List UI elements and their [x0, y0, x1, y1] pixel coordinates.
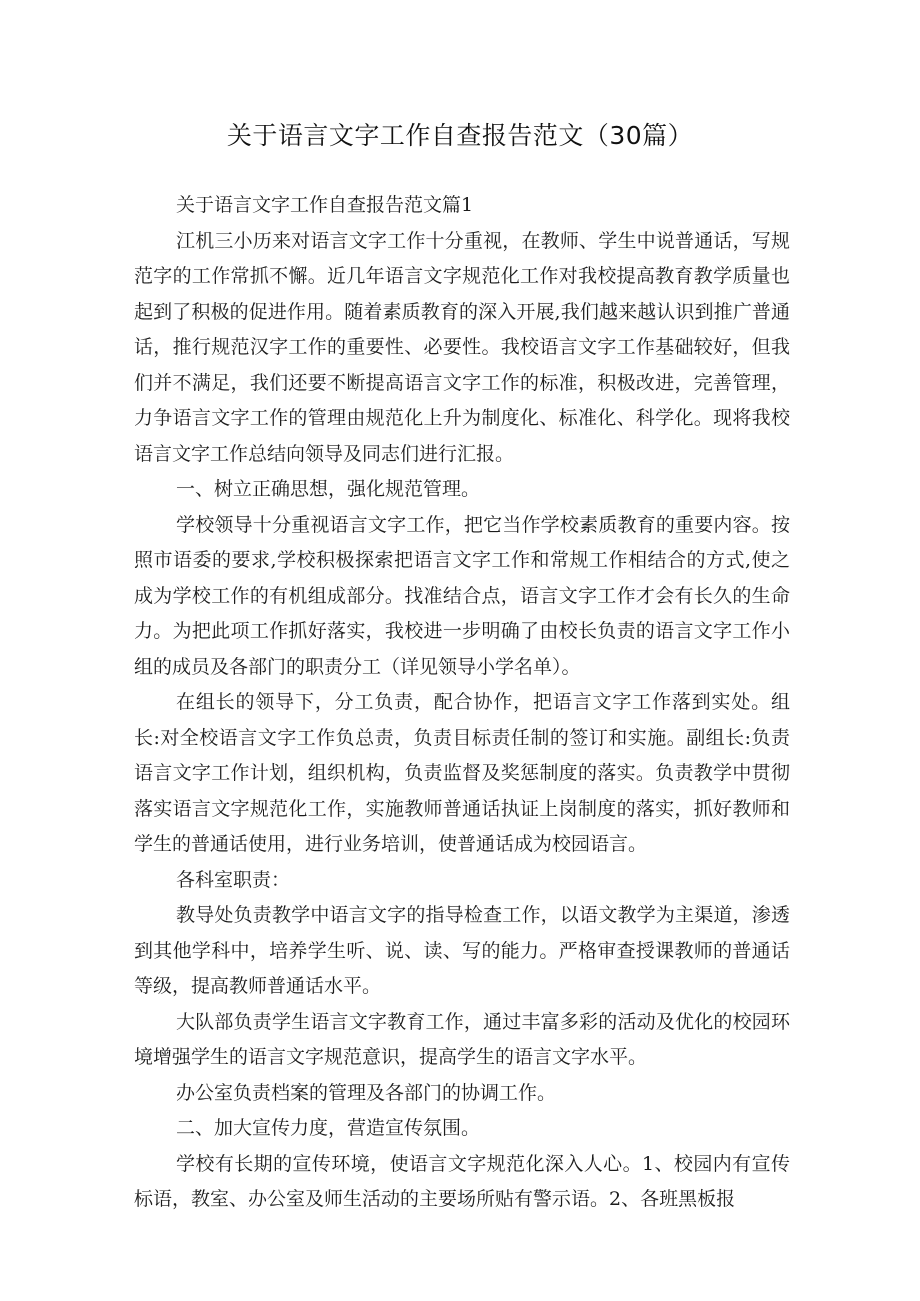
section-heading: 一、树立正确思想，强化规范管理。: [176, 478, 481, 500]
section-heading: 办公室负责档案的管理及各部门的协调工作。: [176, 1081, 557, 1104]
section-heading: 关于语言文字工作自查报告范文篇1: [176, 194, 474, 216]
paragraph: 学校有长期的宣传环境，使语言文字规范化深入人心。1、校园内有宣传标语，教室、办公室及师生活动的主要场所贴有警示语。2、各班黑板报: [134, 1152, 790, 1210]
paragraph: 在组长的领导下，分工负责，配合协作，把语言文字工作落到实处。组长:对全校语言文字工作负总责，负责目标责任制的签订和实施。副组长:负责语言文字工作计划，组织机构，负责监督及奖惩制度的落实。负责教学中贯彻落实语言文字规范化工作，实施教师普通话执证上岗制度的落实，抓好教师和学生的普通话使用，进行业务培训，使普通话成为校园语言。: [134, 691, 790, 855]
document-body: [134, 188, 790, 1218]
section-heading: 各科室职责：: [176, 868, 291, 891]
paragraph: 学校领导十分重视语言文字工作，把它当作学校素质教育的重要内容。按照市语委的要求,学校积极探索把语言文字工作和常规工作相结合的方式,使之成为学校工作的有机组成部分。找准结合点，语言文字工作才会有长久的生命力。为把此项工作抓好落实，我校进一步明确了由校长负责的语言文字工作小组的成员及各部门的职责分工（详见领导小学名单）。: [134, 513, 790, 678]
paragraph: 江机三小历来对语言文字工作十分重视，在教师、学生中说普通话，写规范字的工作常抓不懈。近几年语言文字规范化工作对我校提高教育教学质量也起到了积极的促进作用。随着素质教育的深入开展,我们越来越认识到推广普通话，推行规范汉字工作的重要性、必要性。我校语言文字工作基础较好，但我们并不满足，我们还要不断提高语言文字工作的标准，积极改进，完善管理，力争语言文字工作的管理由规范化上升为制度化、标准化、科学化。现将我校语言文字工作总结向领导及同志们进行汇报。: [134, 229, 790, 465]
document-title: 关于语言文字工作自查报告范文（30篇）: [226, 121, 694, 150]
section-heading: 二、加大宣传力度，营造宣传氛围。: [176, 1117, 481, 1139]
paragraph: 教导处负责教学中语言文字的指导检查工作，以语文教学为主渠道，渗透到其他学科中，培养学生听、说、读、写的能力。严格审查授课教师的普通话等级，提高教师普通话水平。: [134, 904, 790, 997]
paragraph: 大队部负责学生语言文字教育工作，通过丰富多彩的活动及优化的校园环境增强学生的语言文字规范意识，提高学生的语言文字水平。: [134, 1010, 790, 1068]
